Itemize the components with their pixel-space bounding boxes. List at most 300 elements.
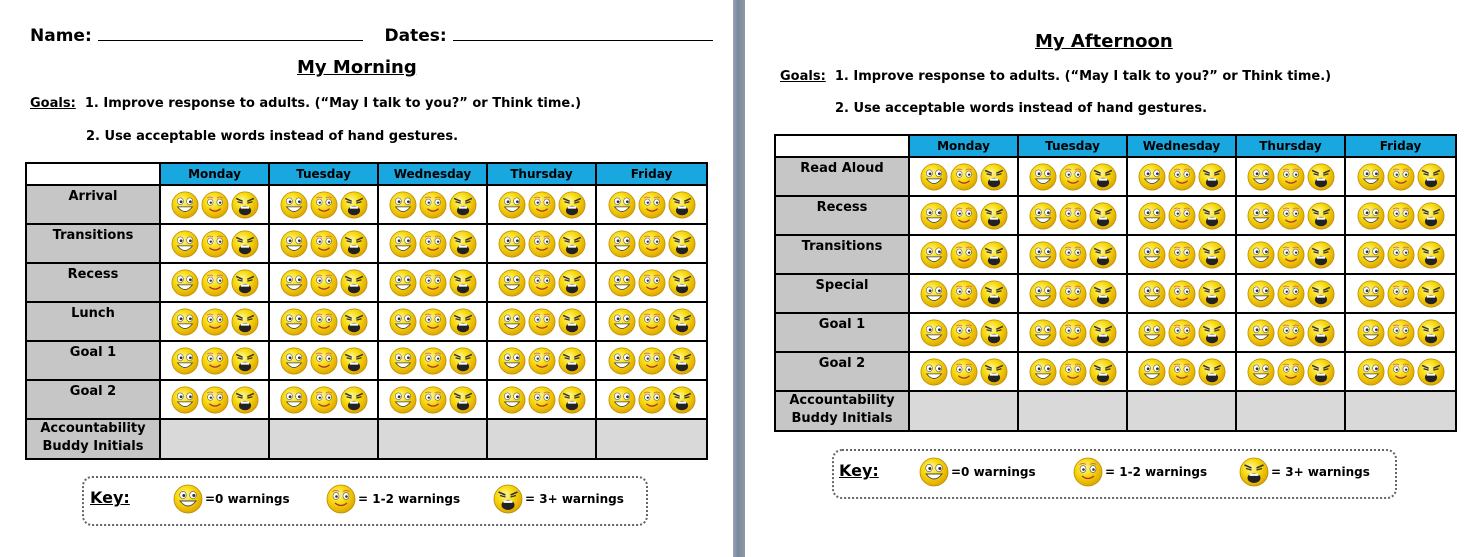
angry-face-icon[interactable] [1417,241,1445,269]
rating-cell[interactable] [1127,313,1236,352]
big-smile-face-icon[interactable] [1357,358,1385,386]
smile-face-icon[interactable] [310,269,338,297]
angry-face-icon[interactable] [980,319,1008,347]
big-smile-face-icon[interactable] [498,230,526,258]
angry-face-icon[interactable] [1417,358,1445,386]
big-smile-face-icon[interactable] [498,347,526,375]
rating-cell[interactable] [596,380,707,419]
smile-face-icon[interactable] [528,308,556,336]
angry-face-icon[interactable] [980,280,1008,308]
initials-cell[interactable] [378,419,487,459]
smile-face-icon[interactable] [638,386,666,414]
angry-face-icon[interactable] [1198,280,1226,308]
angry-face-icon[interactable] [1307,241,1335,269]
dates-label: Dates: [384,26,447,46]
angry-face-icon[interactable] [1089,163,1117,191]
angry-face-icon[interactable] [1198,163,1226,191]
smile-face-icon [326,484,356,514]
rating-cell[interactable] [487,341,596,380]
angry-face-icon[interactable] [1089,280,1117,308]
smile-face-icon[interactable] [1059,202,1087,230]
key-item-1-2-warnings [1072,457,1207,487]
smile-face-icon[interactable] [950,163,978,191]
table-row [26,302,707,341]
angry-face-icon[interactable] [1307,163,1335,191]
big-smile-face-icon[interactable] [171,347,199,375]
angry-face-icon [1239,457,1269,487]
rating-cell[interactable] [909,235,1018,274]
table-row [26,380,707,419]
rating-cell[interactable] [596,224,707,263]
rating-cell[interactable] [909,196,1018,235]
big-smile-face-icon[interactable] [280,269,308,297]
rating-cell[interactable] [1236,352,1345,391]
rating-cell[interactable] [487,302,596,341]
rating-cell[interactable] [1127,157,1236,196]
big-smile-face-icon[interactable] [1029,202,1057,230]
angry-face-icon[interactable] [231,230,259,258]
smile-face-icon[interactable] [528,386,556,414]
smile-face-icon[interactable] [950,319,978,347]
smile-face-icon[interactable] [310,191,338,219]
angry-face-icon[interactable] [668,386,696,414]
big-smile-face-icon[interactable] [1357,202,1385,230]
rating-cell[interactable] [1345,313,1456,352]
big-smile-face-icon[interactable] [1247,280,1275,308]
row-label: Lunch [26,302,160,341]
angry-face-icon[interactable] [980,358,1008,386]
big-smile-face-icon [173,484,203,514]
initials-cell[interactable] [160,419,269,459]
rating-cell[interactable] [269,341,378,380]
big-smile-face-icon[interactable] [389,191,417,219]
rating-cell[interactable] [1345,352,1456,391]
big-smile-face-icon[interactable] [498,386,526,414]
name-field[interactable] [98,29,363,41]
rating-cell[interactable] [909,157,1018,196]
big-smile-face-icon[interactable] [1247,202,1275,230]
key-item-3-warnings [1238,457,1370,487]
smile-face-icon[interactable] [201,386,229,414]
rating-cell[interactable] [487,185,596,224]
big-smile-face-icon[interactable] [280,347,308,375]
angry-face-icon[interactable] [231,386,259,414]
rating-cell[interactable] [487,380,596,419]
angry-face-icon[interactable] [231,269,259,297]
rating-cell[interactable] [596,263,707,302]
angry-face-icon[interactable] [1417,319,1445,347]
angry-face-icon[interactable] [1417,163,1445,191]
angry-face-icon[interactable] [1307,319,1335,347]
smile-face-icon[interactable] [528,191,556,219]
smile-face-icon[interactable] [310,308,338,336]
big-smile-face-icon[interactable] [1247,358,1275,386]
smile-face-icon[interactable] [310,386,338,414]
big-smile-face-icon[interactable] [608,386,636,414]
rating-cell[interactable] [596,185,707,224]
big-smile-face-icon[interactable] [1247,241,1275,269]
rating-cell[interactable] [1236,157,1345,196]
angry-face-icon[interactable] [340,347,368,375]
smile-face-icon[interactable] [1277,358,1305,386]
day-header-row [26,163,707,185]
initials-cell[interactable] [596,419,707,459]
smile-face-icon[interactable] [638,191,666,219]
smile-face-icon[interactable] [201,191,229,219]
key-1-2-warnings-text: = 1-2 warnings [358,492,461,506]
header-corner [26,163,160,185]
angry-face-icon[interactable] [980,163,1008,191]
angry-face-icon[interactable] [668,230,696,258]
smile-face-icon[interactable] [1168,241,1196,269]
rating-cell[interactable] [1018,157,1127,196]
angry-face-icon[interactable] [1198,358,1226,386]
row-label: Goal 2 [26,380,160,419]
smile-face-icon[interactable] [950,202,978,230]
angry-face-icon[interactable] [1417,280,1445,308]
big-smile-face-icon[interactable] [1247,163,1275,191]
smile-face-icon[interactable] [1168,163,1196,191]
smile-face-icon[interactable] [1387,319,1415,347]
big-smile-face-icon[interactable] [1029,358,1057,386]
smile-face-icon[interactable] [1168,280,1196,308]
angry-face-icon[interactable] [231,191,259,219]
big-smile-face-icon[interactable] [280,308,308,336]
rating-cell[interactable] [1345,157,1456,196]
rating-cell[interactable] [269,263,378,302]
buddy-label-line-2: Buddy Initials [42,439,144,454]
rating-cell[interactable] [1236,313,1345,352]
big-smile-face-icon[interactable] [920,202,948,230]
row-label: Read Aloud [775,157,909,196]
initials-cell[interactable] [269,419,378,459]
angry-face-icon[interactable] [980,241,1008,269]
angry-face-icon[interactable] [340,230,368,258]
angry-face-icon[interactable] [1089,241,1117,269]
key-0-warnings-text: =0 warnings [205,492,290,506]
smile-face-icon[interactable] [638,347,666,375]
rating-cell[interactable] [1345,274,1456,313]
smile-face-icon[interactable] [419,230,447,258]
rating-cell[interactable] [909,352,1018,391]
rating-cell[interactable] [378,380,487,419]
name-dates-line [30,26,713,46]
row-label: Transitions [775,235,909,274]
goal-1-text: 1. Improve response to adults. (“May I talk to you?” or Think time.) [84,96,582,111]
smile-face-icon[interactable] [419,347,447,375]
angry-face-icon[interactable] [1307,202,1335,230]
row-label: Recess [26,263,160,302]
angry-face-icon[interactable] [980,202,1008,230]
big-smile-face-icon[interactable] [498,308,526,336]
rating-cell[interactable] [1018,313,1127,352]
smile-face-icon[interactable] [201,308,229,336]
rating-cell[interactable] [378,185,487,224]
smile-face-icon[interactable] [1168,202,1196,230]
angry-face-icon[interactable] [1198,241,1226,269]
big-smile-face-icon[interactable] [608,308,636,336]
rating-cell[interactable] [160,185,269,224]
angry-face-icon[interactable] [558,191,586,219]
big-smile-face-icon[interactable] [389,386,417,414]
key-item-3-warnings [492,484,624,514]
smile-face-icon[interactable] [1168,319,1196,347]
angry-face-icon[interactable] [449,308,477,336]
rating-cell[interactable] [909,313,1018,352]
big-smile-face-icon[interactable] [389,230,417,258]
big-smile-face-icon[interactable] [171,308,199,336]
smile-face-icon[interactable] [1277,202,1305,230]
smile-face-icon[interactable] [950,280,978,308]
rating-cell[interactable] [909,274,1018,313]
table-row [775,352,1456,391]
big-smile-face-icon[interactable] [1357,163,1385,191]
big-smile-face-icon[interactable] [920,241,948,269]
big-smile-face-icon[interactable] [1029,319,1057,347]
angry-face-icon[interactable] [449,230,477,258]
angry-face-icon[interactable] [1089,358,1117,386]
angry-face-icon[interactable] [1198,319,1226,347]
big-smile-face-icon[interactable] [1138,241,1166,269]
angry-face-icon[interactable] [1089,202,1117,230]
initials-cell[interactable] [487,419,596,459]
smile-face-icon[interactable] [1277,163,1305,191]
goal-2-text: 2. Use acceptable words instead of hand gestures. [86,129,459,144]
big-smile-face-icon[interactable] [1138,280,1166,308]
big-smile-face-icon[interactable] [498,191,526,219]
smile-face-icon[interactable] [310,347,338,375]
smile-face-icon[interactable] [1277,241,1305,269]
angry-face-icon[interactable] [668,269,696,297]
angry-face-icon[interactable] [558,347,586,375]
initials-cell[interactable] [1018,391,1127,431]
smile-face-icon[interactable] [1059,163,1087,191]
smile-face-icon[interactable] [1387,358,1415,386]
angry-face-icon[interactable] [558,386,586,414]
big-smile-face-icon[interactable] [1138,319,1166,347]
goal-1-text: 1. Improve response to adults. (“May I talk to you?” or Think time.) [834,69,1332,84]
smile-face-icon[interactable] [419,386,447,414]
smile-face-icon[interactable] [1387,202,1415,230]
smile-face-icon[interactable] [638,230,666,258]
smile-face-icon[interactable] [638,269,666,297]
smile-face-icon[interactable] [528,269,556,297]
big-smile-face-icon[interactable] [1029,241,1057,269]
buddy-label-line-1: Accountability [789,393,895,408]
smile-face-icon[interactable] [1059,241,1087,269]
smile-face-icon[interactable] [1387,241,1415,269]
smile-face-icon [1073,457,1103,487]
rating-cell[interactable] [1018,352,1127,391]
big-smile-face-icon[interactable] [1029,163,1057,191]
key-3-warnings-text: = 3+ warnings [1271,465,1370,479]
table-row [775,196,1456,235]
big-smile-face-icon[interactable] [920,319,948,347]
rating-cell[interactable] [1345,235,1456,274]
angry-face-icon[interactable] [558,308,586,336]
angry-face-icon[interactable] [1417,202,1445,230]
big-smile-face-icon[interactable] [1138,163,1166,191]
smile-face-icon[interactable] [419,191,447,219]
smile-face-icon[interactable] [638,308,666,336]
angry-face-icon[interactable] [1307,358,1335,386]
buddy-initials-row [775,391,1456,431]
smile-face-icon[interactable] [1168,358,1196,386]
rating-cell[interactable] [160,263,269,302]
rating-cell[interactable] [269,185,378,224]
afternoon-page [745,0,1474,557]
day-header-thursday: Thursday [1236,135,1345,157]
rating-cell[interactable] [160,380,269,419]
rating-cell[interactable] [1127,274,1236,313]
smile-face-icon[interactable] [950,358,978,386]
rating-cell[interactable] [378,263,487,302]
angry-face-icon[interactable] [449,269,477,297]
table-row [26,185,707,224]
rating-cell[interactable] [378,302,487,341]
smile-face-icon[interactable] [1059,280,1087,308]
buddy-label-line-1: Accountability [40,421,146,436]
angry-face-icon[interactable] [449,191,477,219]
rating-cell[interactable] [596,341,707,380]
table-row [775,235,1456,274]
smile-face-icon[interactable] [528,347,556,375]
rating-cell[interactable] [160,341,269,380]
big-smile-face-icon[interactable] [171,386,199,414]
smile-face-icon[interactable] [419,308,447,336]
rating-cell[interactable] [269,380,378,419]
angry-face-icon[interactable] [340,386,368,414]
big-smile-face-icon[interactable] [920,358,948,386]
rating-cell[interactable] [1018,235,1127,274]
angry-face-icon[interactable] [231,347,259,375]
smile-face-icon[interactable] [201,269,229,297]
rating-cell[interactable] [1345,196,1456,235]
angry-face-icon[interactable] [449,347,477,375]
row-label: Transitions [26,224,160,263]
row-label: Goal 1 [26,341,160,380]
angry-face-icon[interactable] [231,308,259,336]
behavior-chart [25,162,708,460]
big-smile-face-icon[interactable] [171,191,199,219]
rating-cell[interactable] [160,302,269,341]
day-header-friday: Friday [596,163,707,185]
smile-face-icon[interactable] [1387,163,1415,191]
smile-face-icon[interactable] [1059,358,1087,386]
rating-cell[interactable] [269,302,378,341]
rating-cell[interactable] [487,224,596,263]
rating-cell[interactable] [378,341,487,380]
big-smile-face-icon[interactable] [280,386,308,414]
rating-cell[interactable] [1127,352,1236,391]
rating-cell[interactable] [1236,235,1345,274]
big-smile-face-icon[interactable] [1138,202,1166,230]
big-smile-face-icon[interactable] [608,230,636,258]
initials-cell[interactable] [1345,391,1456,431]
big-smile-face-icon[interactable] [1138,358,1166,386]
table-row [26,224,707,263]
big-smile-face-icon[interactable] [608,269,636,297]
big-smile-face-icon[interactable] [608,191,636,219]
rating-cell[interactable] [1127,235,1236,274]
big-smile-face-icon[interactable] [171,230,199,258]
angry-face-icon[interactable] [1307,280,1335,308]
angry-face-icon[interactable] [668,308,696,336]
big-smile-face-icon[interactable] [280,191,308,219]
smile-face-icon[interactable] [528,230,556,258]
angry-face-icon[interactable] [1089,319,1117,347]
rating-cell[interactable] [269,224,378,263]
big-smile-face-icon[interactable] [1029,280,1057,308]
rating-cell[interactable] [160,224,269,263]
angry-face-icon[interactable] [558,269,586,297]
big-smile-face-icon[interactable] [608,347,636,375]
row-label: Goal 1 [775,313,909,352]
big-smile-face-icon[interactable] [1357,241,1385,269]
big-smile-face-icon[interactable] [498,269,526,297]
angry-face-icon[interactable] [449,386,477,414]
big-smile-face-icon[interactable] [920,280,948,308]
rating-cell[interactable] [1236,196,1345,235]
big-smile-face-icon [919,457,949,487]
big-smile-face-icon[interactable] [1247,319,1275,347]
rating-cell[interactable] [378,224,487,263]
rating-cell[interactable] [1018,274,1127,313]
big-smile-face-icon[interactable] [1357,280,1385,308]
angry-face-icon[interactable] [1198,202,1226,230]
smile-face-icon[interactable] [201,230,229,258]
angry-face-icon[interactable] [340,269,368,297]
big-smile-face-icon[interactable] [389,347,417,375]
smile-face-icon[interactable] [1277,280,1305,308]
day-header-friday: Friday [1345,135,1456,157]
initials-cell[interactable] [1127,391,1236,431]
smile-face-icon[interactable] [950,241,978,269]
rating-cell[interactable] [487,263,596,302]
smile-face-icon[interactable] [419,269,447,297]
big-smile-face-icon[interactable] [389,269,417,297]
big-smile-face-icon[interactable] [920,163,948,191]
angry-face-icon[interactable] [558,230,586,258]
row-label: Goal 2 [775,352,909,391]
smile-face-icon[interactable] [1277,319,1305,347]
angry-face-icon[interactable] [340,191,368,219]
big-smile-face-icon[interactable] [280,230,308,258]
initials-cell[interactable] [1236,391,1345,431]
rating-cell[interactable] [1236,274,1345,313]
buddy-initials-label [775,391,909,431]
smile-face-icon[interactable] [201,347,229,375]
initials-cell[interactable] [909,391,1018,431]
big-smile-face-icon[interactable] [1357,319,1385,347]
smile-face-icon[interactable] [1387,280,1415,308]
rating-cell[interactable] [1018,196,1127,235]
rating-cell[interactable] [596,302,707,341]
smile-face-icon[interactable] [310,230,338,258]
angry-face-icon[interactable] [340,308,368,336]
key-item-1-2-warnings [325,484,460,514]
key-item-0-warnings [918,457,1036,487]
angry-face-icon[interactable] [668,347,696,375]
big-smile-face-icon[interactable] [389,308,417,336]
table-row [775,313,1456,352]
name-label: Name: [30,26,92,46]
smile-face-icon[interactable] [1059,319,1087,347]
angry-face-icon[interactable] [668,191,696,219]
rating-cell[interactable] [1127,196,1236,235]
big-smile-face-icon[interactable] [171,269,199,297]
dates-field[interactable] [453,29,713,41]
